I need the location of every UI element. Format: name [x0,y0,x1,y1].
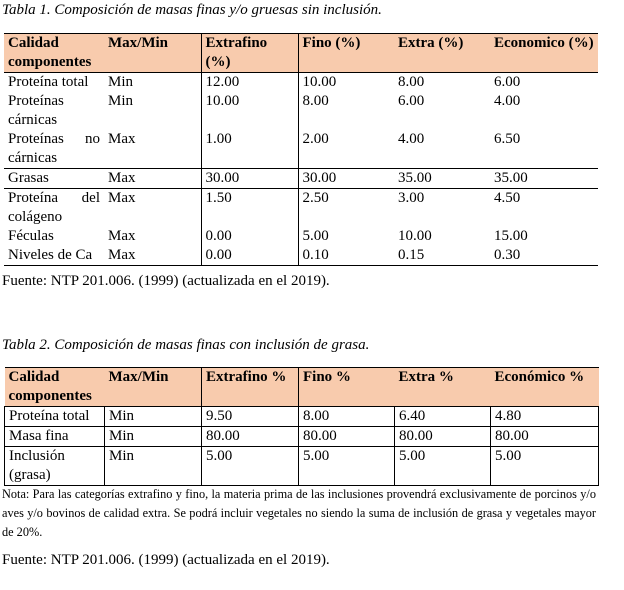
table2-header-maxmin: Max/Min [105,368,202,407]
table2-cell: Proteína total [5,407,105,427]
table2-header-extra: Extra % [395,368,491,407]
table1-cell: 2.00 [298,130,394,169]
table2-cell: 80.00 [202,427,299,447]
table2-header-extrafino: Extrafino % [202,368,299,407]
table2-header-economico: Económico % [491,368,599,407]
table2-cell: 5.00 [202,447,299,486]
table2-note: Nota: Para las categorías extrafino y fino, la materia prima de las inclusiones provendrá exclusivamente de porcinos y/o aves y/o bovinos de calidad extra. Se podrá incluir vegetales no siendo la suma de inclusión de grasa y vegetales mayor de 20%. [2,487,596,539]
table2-cell: Min [105,427,202,447]
table1-cell: 10.00 [398,228,432,244]
table2-cell: 5.00 [491,447,599,486]
table1-cell: 35.00 [490,169,598,189]
table1-cell: 2.50 [298,189,394,228]
table1-header-economico: Economico (%) [490,34,598,73]
table-row [4,130,598,169]
table1-cell: 3.00 [398,190,425,206]
table-row [5,407,599,427]
table1-caption: Tabla 1. Composición de masas finas y/o gruesas sin inclusión. [2,2,382,18]
table2-cell: 80.00 [491,427,599,447]
table1-cell: 30.00 [298,169,394,189]
table2-header-row [5,368,599,407]
table1-cell: Max [104,169,201,189]
table1-cell: Féculas [8,228,54,244]
table2-cell: 9.50 [202,407,299,427]
table1-cell: Max [108,131,136,147]
table-row [5,427,599,447]
table1-cell: Min [104,73,201,93]
table-row [4,169,598,189]
table2-cell: 5.00 [395,447,491,486]
table1-cell: Grasas [4,169,104,189]
table-row [4,189,598,228]
table1-cell: 6.00 [490,73,598,93]
table1-cell: 4.50 [494,190,521,206]
table1-cell: Proteína del colágeno [8,190,100,225]
table1-header-fino: Fino (%) [298,34,394,73]
table2 [4,367,599,486]
table1-cell: Niveles de Ca [4,246,104,266]
table1-cell: 5.00 [298,227,394,246]
table-row [5,447,599,486]
table1-cell: 8.00 [298,92,394,130]
table1-cell: 1.00 [201,130,298,169]
table2-header-quality: Calidad componentes [5,368,105,407]
table1-cell: 4.00 [494,93,521,109]
table1-header-extrafino: Extrafino (%) [201,34,298,73]
table2-cell: 80.00 [395,427,491,447]
table-row [4,92,598,130]
table1-cell: 1.50 [201,189,298,228]
table1-cell: Proteínas cárnicas [8,93,64,128]
table1-cell: 30.00 [201,169,298,189]
table1-cell: 8.00 [394,73,490,93]
table2-header-fino: Fino % [299,368,395,407]
table1-cell: 0.00 [201,246,298,266]
table1-cell: 10.00 [201,92,298,130]
table2-cell: Inclusión (grasa) [5,447,105,486]
table1-source: Fuente: NTP 201.006. (1999) (actualizada en el 2019). [2,273,330,289]
table1-cell: 15.00 [494,228,528,244]
table1-cell: Min [108,93,134,109]
table2-cell: Masa fina [5,427,105,447]
table1-header-row [4,34,598,73]
table1-cell: 0.30 [490,246,598,266]
table1-cell: Proteínas no cárnicas [8,131,100,166]
table1-cell: 0.00 [201,227,298,246]
table2-cell: 5.00 [299,447,395,486]
table1-cell: Proteína total [4,73,104,93]
table2-caption: Tabla 2. Composición de masas finas con inclusión de grasa. [2,337,370,353]
table1-header-maxmin: Max/Min [104,34,201,73]
table2-cell: 6.40 [395,407,491,427]
table2-cell: Min [105,447,202,486]
table1-cell: 35.00 [394,169,490,189]
table-row [4,73,598,93]
table1-cell: 12.00 [201,73,298,93]
table1-cell: 0.10 [298,246,394,266]
table1-header-quality: Calidad componentes [4,34,104,73]
table1-cell: 0.15 [394,246,490,266]
table1-cell: Max [108,190,136,206]
table1-cell: Max [104,246,201,266]
table1-cell: 10.00 [298,73,394,93]
table1-cell: Max [108,228,136,244]
table1-cell: 6.50 [494,131,521,147]
table1-cell: 4.00 [398,131,425,147]
table-row [4,227,598,246]
table2-cell: 4.80 [491,407,599,427]
table2-cell: Min [105,407,202,427]
table1-header-extra: Extra (%) [394,34,490,73]
table-row [4,246,598,266]
table2-cell: 80.00 [299,427,395,447]
table1-cell: 6.00 [398,93,425,109]
table2-cell: 8.00 [299,407,395,427]
table2-source: Fuente: NTP 201.006. (1999) (actualizada en el 2019). [2,552,330,568]
table1 [4,33,598,266]
